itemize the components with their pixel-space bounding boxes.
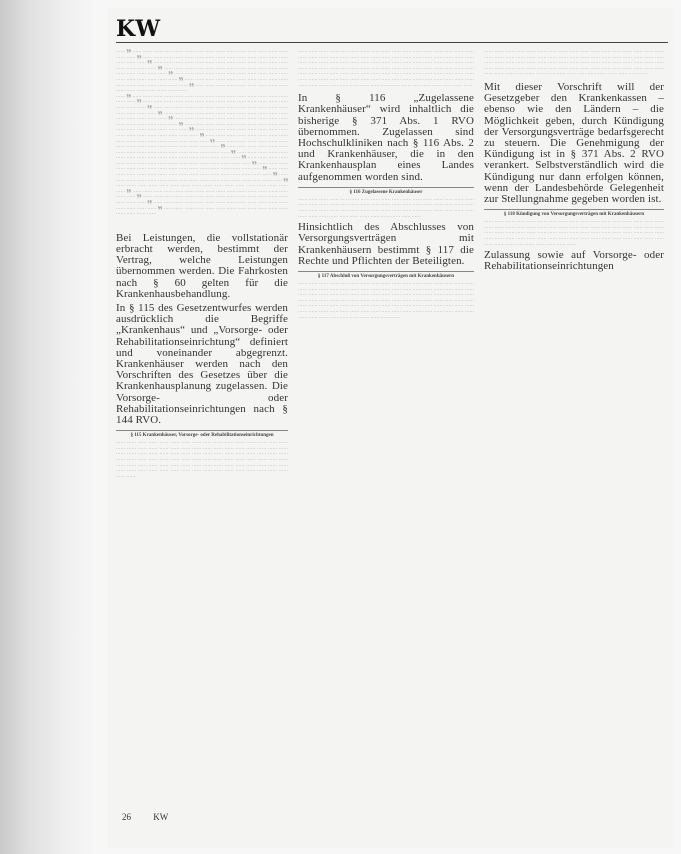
column-3-law-box-title: § 118 Kündigung von Versorgungsverträgen mit Krankenhäusern xyxy=(503,212,645,218)
column-1-law-box xyxy=(116,430,288,478)
document-page xyxy=(108,8,674,848)
column-3 xyxy=(484,48,664,818)
column-2-paragraph-1: In § 116 „Zugelassene Krankenhäuser“ wird inhaltlich die bisherige § 371 Abs. 1 RVO übernommen. Zugelassen sind Hochschulkliniken nach § 116 Abs. 2 und Krankenhäuser, die in den Krankenhausplan eines Landes aufgenommen worden sind. xyxy=(298,92,474,183)
column-2-law-box-1-text: …… …… …… …… …… …… …… …… …… …… …… …… …… …… …… …… …… …… …… …… …… …… …… …… …… …… …… …… …… …… …… …… …… …… …… …… …… …… …… …… …… …… …… …… …… …… …… …… …… …… …… …… …… …… …… …… …… …… …… …… …… …… …… xyxy=(298,195,474,218)
column-1-paragraph-2: In § 115 des Gesetzentwurfes werden ausdrücklich die Begriffe „Krankenhaus“ und „Vorsorge- oder Rehabilitationseinrichtung“ definiert und voneinander abgegrenzt. Krankenhäuser werden nach den Vorschriften des Gesetzes über die Krankenhausplanung zugelassen. Die Vorsorge- oder Rehabilitationseinrichtungen nach § 144 RVO. xyxy=(116,301,288,426)
column-1-intro: …… §§ …… …… …… …… …… …… …… …… …… …… …… …… …… …… …… …… …… §§ …… …… …… …… …… …… …… …… …… …… …… …… …… …… …… …… …… §§ …… …… …… …… …… …… …… …… …… …… …… …… …… …… …… …… …… §§ …… …… …… …… …… …… …… …… …… …… …… …… …… …… …… …… …… §§ …… …… …… …… …… …… …… …… …… …… …… …… …… …… …… …… …… §§ …… …… …… …… …… …… …… …… …… …… …… …… …… …… …… …… …… §§ …… …… …… …… …… …… …… …… …… …… …… …… …… …… …… …… xyxy=(116,48,288,93)
column-1-law-box-text: …… …… …… …… …… …… …… …… …… …… …… …… …… …… …… …… …… …… …… …… …… …… …… …… …… …… …… …… …… …… …… …… …… …… …… …… …… …… …… …… …… …… …… …… …… …… …… …… …… …… …… …… …… …… …… …… …… …… …… …… …… …… …… …… …… …… …… …… …… …… …… …… …… …… …… …… …… …… …… …… …… …… …… …… …… …… …… …… …… …… …… …… …… …… …… …… …… …… xyxy=(116,439,288,478)
masthead-rule xyxy=(116,42,668,43)
page-number: 26 xyxy=(122,812,131,822)
column-3-law-box-text: …… …… …… …… …… …… …… …… …… …… …… …… …… …… …… …… …… …… …… …… …… …… …… …… …… …… …… …… …… …… …… …… …… …… …… …… …… …… …… …… …… …… …… …… …… …… …… …… …… …… …… …… …… …… …… …… …… …… …… …… …… …… …… …… …… …… …… …… …… …… …… …… …… …… …… …… …… xyxy=(484,218,664,246)
column-1-intro-repeat: …… §§ …… …… …… …… …… …… …… …… …… …… …… …… …… …… …… …… …… §§ …… …… …… …… …… …… …… …… …… …… …… …… …… …… …… …… …… §§ …… …… …… …… …… …… …… …… …… …… …… …… …… …… …… …… …… §§ …… …… …… …… …… …… …… …… …… …… …… …… …… …… …… …… …… §§ …… …… …… …… …… …… …… …… …… …… …… …… …… …… …… …… …… §§ …… …… …… …… …… …… …… …… …… …… …… …… …… …… …… …… …… §§ …… …… …… …… …… …… …… …… …… …… …… …… …… …… …… …… …… §§ …… …… …… …… …… …… …… …… …… …… …… …… …… …… …… …… …… §§ …… …… …… …… …… …… …… …… …… …… …… …… …… …… …… …… …… §§ …… …… …… …… …… …… …… …… …… …… …… …… …… …… …… …… …… §§ …… …… …… …… …… …… …… …… …… …… …… …… …… …… …… …… …… §§ …… …… …… …… …… …… …… …… …… …… …… …… …… …… …… …… …… §§ …… …… …… …… …… …… …… …… …… …… …… …… …… …… …… …… …… §§ …… …… …… …… …… …… …… …… …… …… …… …… …… …… …… …… …… §§ …… …… …… …… …… …… …… …… …… …… …… …… …… …… …… …… …… §§ …… …… …… …… …… …… …… …… …… …… …… …… …… …… …… …… …… §§ …… …… …… …… …… …… …… …… …… …… …… …… …… …… …… …… …… §§ …… …… …… …… …… …… …… …… …… …… …… …… …… …… …… …… …… §§ …… …… …… …… …… …… …… …… …… …… …… …… …… …… …… …… …… §§ …… …… …… …… …… …… …… …… …… …… …… …… …… …… …… …… xyxy=(116,92,288,216)
page-footer xyxy=(122,812,188,822)
column-2-law-box-1-title: § 116 Zugelassene Krankenhäuser xyxy=(349,189,423,195)
column-1-law-box-title: § 115 Krankenhäuser, Vorsorge- oder Rehabilitationseinrichtungen xyxy=(130,433,274,439)
column-1-paragraph-1: Bei Leistungen, die vollstationär erbracht werden, bestimmt der Vertrag, welche Leistungen übernommen werden. Die Fahrkosten nach § 60 gelten für die Krankenhausbehandlung. xyxy=(116,231,288,300)
masthead-logo: KW xyxy=(116,16,162,42)
column-3-law-box xyxy=(484,209,664,246)
column-2-law-box-2-text: …… …… …… …… …… …… …… …… …… …… …… …… …… …… …… …… …… …… …… …… …… …… …… …… …… …… …… …… …… …… …… …… …… …… …… …… …… …… …… …… …… …… …… …… …… …… …… …… …… …… …… …… …… …… …… …… …… …… …… …… …… …… …… …… …… …… …… …… …… …… …… …… …… …… …… …… …… …… …… …… …… …… …… …… …… …… …… …… …… …… …… …… …… …… …… …… …… …… …… …… …… …… …… …… …… …… …… …… …… …… …… …… xyxy=(298,279,474,319)
column-1 xyxy=(116,48,288,818)
column-2-law-box-2-title: § 117 Abschluß von Versorgungsverträgen mit Krankenhäusern xyxy=(317,273,455,279)
footer-journal: KW xyxy=(153,812,169,822)
column-2-upper: …… …… …… …… …… …… …… …… …… …… …… …… …… …… …… …… …… …… …… …… …… …… …… …… …… …… …… …… …… …… …… …… …… …… …… …… …… …… …… …… …… …… …… …… …… …… …… …… …… …… …… …… …… …… …… …… …… …… …… …… …… …… …… …… …… …… …… …… …… …… …… …… …… …… …… …… …… …… …… …… …… …… …… …… …… …… …… …… …… …… …… …… …… …… …… …… …… …… …… …… …… …… …… …… …… …… …… …… …… …… …… …… …… …… …… …… …… …… …… xyxy=(298,48,474,87)
column-2-paragraph-2: Hinsichtlich des Abschlusses von Versorgungsverträgen mit Krankenhäusern bestimmt § 117 die Rechte und Pflichten der Beteiligten. xyxy=(298,221,474,267)
book-spine-shadow xyxy=(0,0,96,854)
column-2-law-box-2 xyxy=(298,271,474,319)
column-2 xyxy=(298,48,474,818)
column-3-paragraph-2: Zulassung sowie auf Vorsorge- oder Rehabilitationseinrichtungen xyxy=(484,249,664,273)
column-3-upper: …… …… …… …… …… …… …… …… …… …… …… …… …… …… …… …… …… …… …… …… …… …… …… …… …… …… …… …… …… …… …… …… …… …… …… …… …… …… …… …… …… …… …… …… …… …… …… …… …… …… …… …… …… …… …… …… …… …… …… …… …… …… …… …… …… …… …… …… …… …… …… …… …… …… …… …… …… …… …… …… …… …… …… …… xyxy=(484,48,664,76)
column-2-law-box-1 xyxy=(298,187,474,218)
column-3-paragraph-1: Mit dieser Vorschrift will der Gesetzgeber den Krankenkassen – ebenso wie den Ländern – die Möglichkeit geben, durch Kündigung der Versorgungsverträge bedarfsgerecht zu steuern. Die Genehmigung der Kündigung ist in § 371 Abs. 2 RVO verankert. Selbstverständlich wird die Kündigung nur dann erfolgen können, wenn der Landesbehörde Gelegenheit zur Stellungnahme gegeben worden ist. xyxy=(484,80,664,205)
